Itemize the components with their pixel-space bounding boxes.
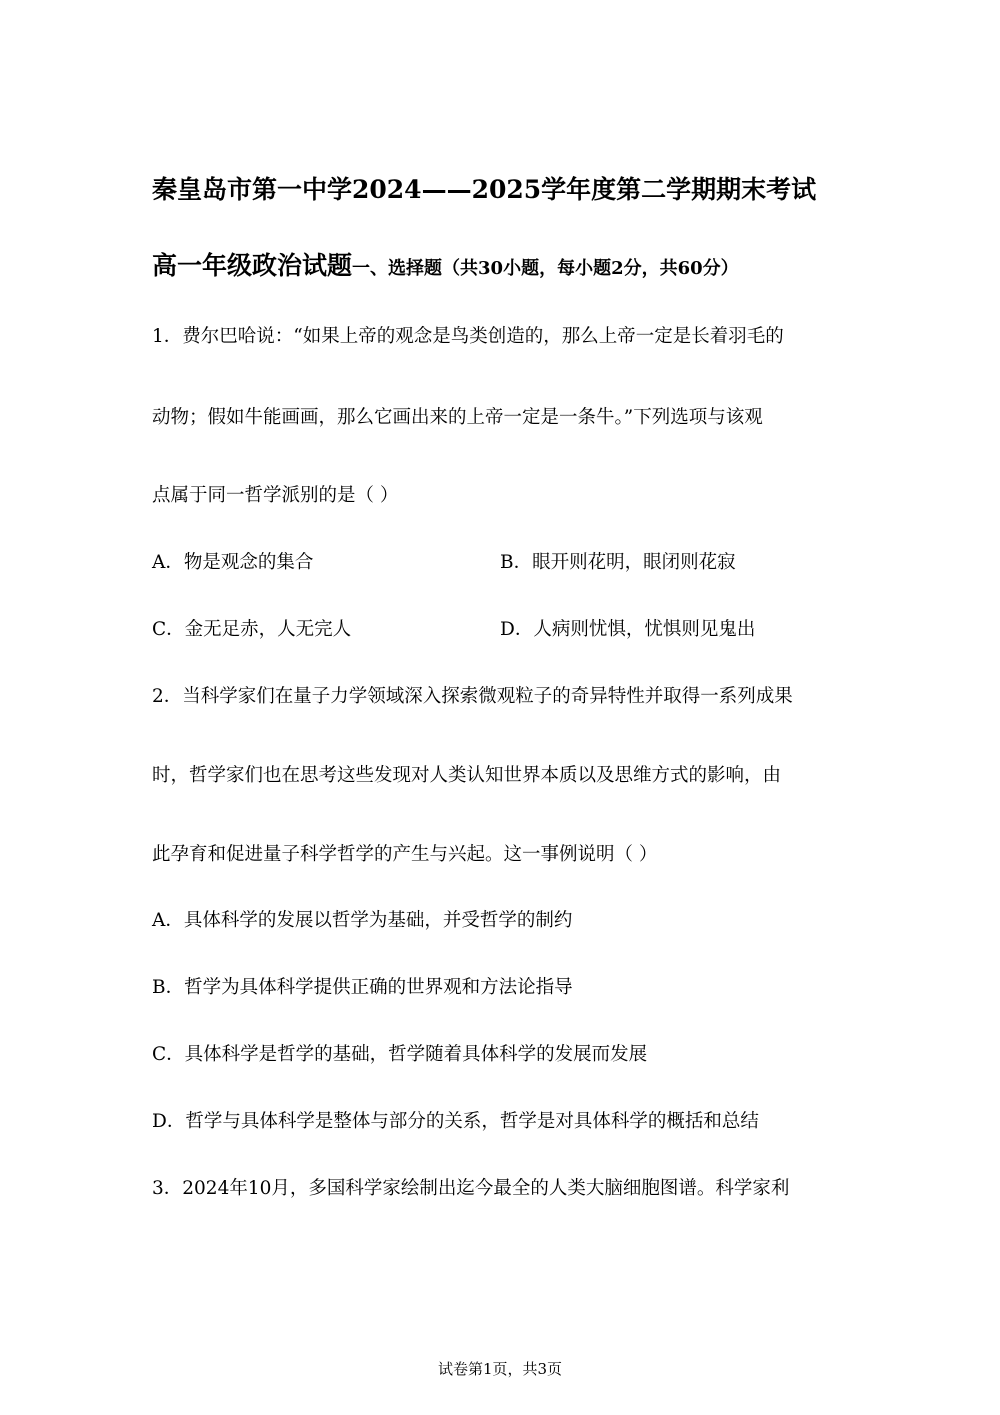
grade-subject-title: 高一年级政治试题 [152, 251, 353, 280]
exam-title: 秦皇岛市第一中学2024——2025学年度第二学期期末考试 [152, 175, 817, 204]
section-heading: 一、选择题（共30小题，每小题2分，共60分） [352, 258, 739, 279]
question-2-line-2: 时，哲学家们也在思考这些发现对人类认知世界本质以及思维方式的影响，由 [152, 765, 782, 786]
exam-subtitle [152, 246, 739, 282]
question-1-option-a: A．物是观念的集合 [152, 552, 314, 573]
question-2-option-d: D．哲学与具体科学是整体与部分的关系，哲学是对具体科学的概括和总结 [152, 1111, 759, 1132]
question-1-line-1: 1．费尔巴哈说：“如果上帝的观念是鸟类创造的，那么上帝一定是长着羽毛的 [152, 326, 784, 347]
question-2-option-c: C．具体科学是哲学的基础，哲学随着具体科学的发展而发展 [152, 1044, 648, 1065]
question-1-option-b: B．眼开则花明，眼闭则花寂 [500, 552, 736, 573]
question-1-option-c: C．金无足赤，人无完人 [152, 619, 352, 640]
question-1-line-3: 点属于同一哲学派别的是（ ） [152, 485, 399, 506]
question-2-option-a: A．具体科学的发展以哲学为基础，并受哲学的制约 [152, 910, 573, 931]
question-2-option-b: B．哲学为具体科学提供正确的世界观和方法论指导 [152, 977, 573, 998]
page-footer: 试卷第1页，共3页 [437, 1360, 563, 1378]
question-2-line-1: 2．当科学家们在量子力学领域深入探索微观粒子的奇异特性并取得一系列成果 [152, 686, 793, 707]
question-1-option-d: D．人病则忧惧，忧惧则见鬼出 [500, 619, 756, 640]
question-2-line-3: 此孕育和促进量子科学哲学的产生与兴起。这一事例说明（ ） [152, 844, 658, 865]
question-1-line-2: 动物；假如牛能画画，那么它画出来的上帝一定是一条牛。”下列选项与该观 [152, 407, 763, 428]
question-3-line-1: 3．2024年10月，多国科学家绘制出迄今最全的人类大脑细胞图谱。科学家利 [152, 1178, 790, 1199]
